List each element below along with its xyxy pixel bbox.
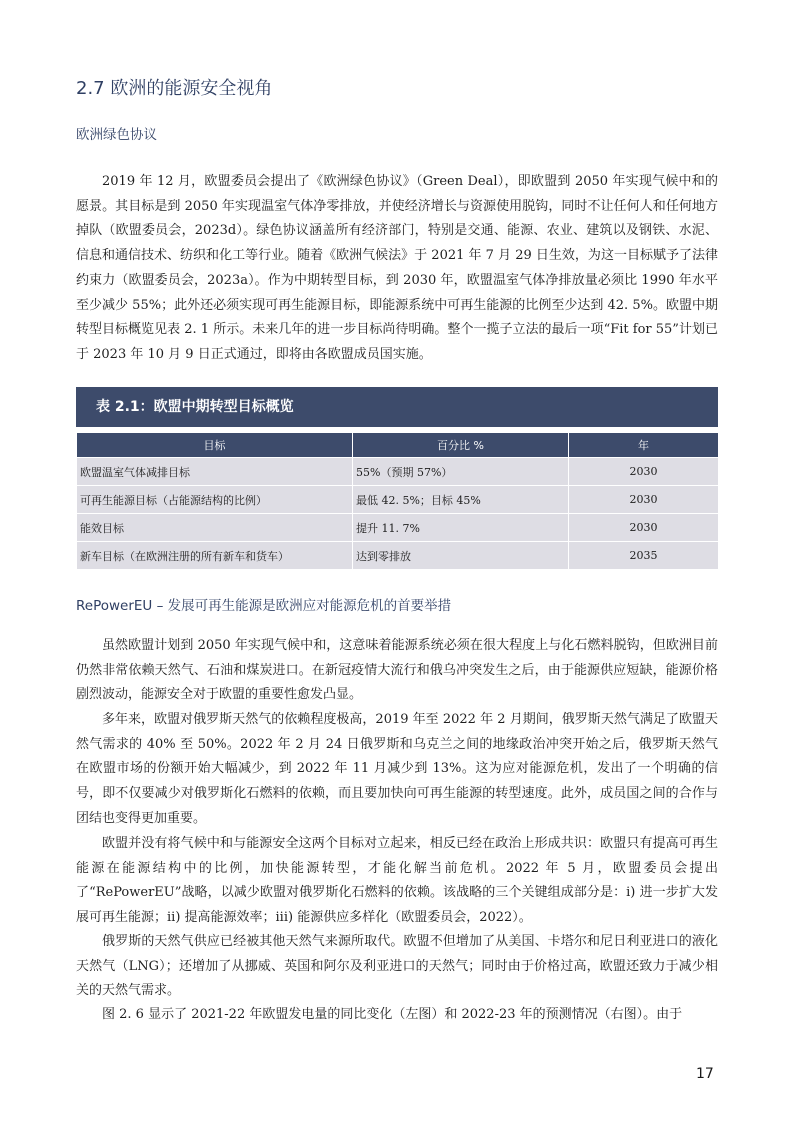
table-cell-percent: 提升 11. 7% (353, 514, 569, 542)
subsection-title-repowereu: RePowerEU – 发展可再生能源是欧洲应对能源危机的首要举措 (76, 598, 452, 614)
table-header-percent: 百分比 % (353, 433, 569, 458)
section-title: 2.7 欧洲的能源安全视角 (76, 78, 273, 99)
table-caption: 表 2.1：欧盟中期转型目标概览 (76, 387, 718, 427)
table-row (77, 486, 719, 514)
paragraph-green-deal: 2019 年 12 月，欧盟委员会提出了《欧洲绿色协议》（Green Deal），即欧盟到 2050 年实现气候中和的愿景。其目标是到 2050 年实现温室气体净零排放，并使经济增长与资源使用脱钩，同时不让任何人和任何地方掉队（欧盟委员会，2023d）。绿色协议涵盖所有经济部门，特别是交通、能源、农业、建筑以及钢铁、水泥、信息和通信技术、纺织和化工等行业。随着《欧洲气候法》于 2021 年 7 月 29 日生效，为这一目标赋予了法律约束力（欧盟委员会，2023a）。作为中期转型目标，到 2030 年，欧盟温室气体净排放量必须比 1990 年水平至少减少 55%；此外还必须实现可再生能源目标，即能源系统中可再生能源的比例至少达到 42. 5%。欧盟中期转型目标概览见表 2. 1 所示。未来几年的进一步目标尚待明确。整个一揽子立法的最后一项“Fit for 55”计划已于 2023 年 10 月 9 日正式通过，即将由各欧盟成员国实施。 (76, 174, 718, 362)
paragraph-figure-ref: 图 2. 6 显示了 2021-22 年欧盟发电量的同比变化（左图）和 2022-23 年的预测情况（右图）。由于 (102, 1007, 683, 1022)
table-cell-target: 可再生能源目标（占能源结构的比例） (77, 486, 353, 514)
paragraph-gas-substitution: 俄罗斯的天然气供应已经被其他天然气来源所取代。欧盟不但增加了从美国、卡塔尔和尼日利亚进口的液化天然气（LNG）；还增加了从挪威、英国和阿尔及利亚进口的天然气；同时由于价格过高，欧盟还致力于减少相关的天然气需求。 (76, 934, 718, 999)
table-cell-target: 新车目标（在欧洲注册的所有新车和货车） (77, 542, 353, 570)
table-cell-percent: 达到零排放 (353, 542, 569, 570)
table-row (77, 542, 719, 570)
table-cell-year: 2030 (569, 486, 719, 514)
table-cell-percent: 最低 42. 5%；目标 45% (353, 486, 569, 514)
table-cell-year: 2035 (569, 542, 719, 570)
paragraph-repowereu: 欧盟并没有将气候中和与能源安全这两个目标对立起来，相反已经在政治上形成共识：欧盟只有提高可再生能源在能源结构中的比例，加快能源转型，才能化解当前危机。2022 年 5 月，欧盟委员会提出了“RePowerEU”战略，以减少欧盟对俄罗斯化石燃料的依赖。该战略的三个关键组成部分是：i) 进一步扩大发展可再生能源；ii) 提高能源效率；iii) 能源供应多样化（欧盟委员会，2022）。 (76, 836, 718, 926)
subsection-title: 欧洲绿色协议 (76, 127, 157, 143)
table-row (77, 514, 719, 542)
table-cell-target: 能效目标 (77, 514, 353, 542)
table-row (77, 458, 719, 486)
page-number: 17 (696, 1066, 714, 1082)
table-header-year: 年 (569, 433, 719, 458)
table-cell-year: 2030 (569, 514, 719, 542)
paragraph-russian-gas: 多年来，欧盟对俄罗斯天然气的依赖程度极高，2019 年至 2022 年 2 月期间，俄罗斯天然气满足了欧盟天然气需求的 40% 至 50%。2022 年 2 月 24 日俄罗斯和乌克兰之间的地缘政治冲突开始之后，俄罗斯天然气在欧盟市场的份额开始大幅减少，到 2022 年 11 月减少到 13%。这为应对能源危机，发出了一个明确的信号，即不仅要减少对俄罗斯化石燃料的依赖，而且要加快向可再生能源的转型速度。此外，成员国之间的合作与团结也变得更加重要。 (76, 712, 718, 826)
targets-table (76, 432, 719, 570)
table-header-row (77, 433, 719, 458)
table-cell-target: 欧盟温室气体减排目标 (77, 458, 353, 486)
table-cell-percent: 55%（预期 57%） (353, 458, 569, 486)
paragraph-dependency: 虽然欧盟计划到 2050 年实现气候中和，这意味着能源系统必须在很大程度上与化石燃料脱钩，但欧洲目前仍然非常依赖天然气、石油和煤炭进口。在新冠疫情大流行和俄乌冲突发生之后，由于能源供应短缺，能源价格剧烈波动，能源安全对于欧盟的重要性愈发凸显。 (76, 638, 718, 703)
table-cell-year: 2030 (569, 458, 719, 486)
table-header-target: 目标 (77, 433, 353, 458)
